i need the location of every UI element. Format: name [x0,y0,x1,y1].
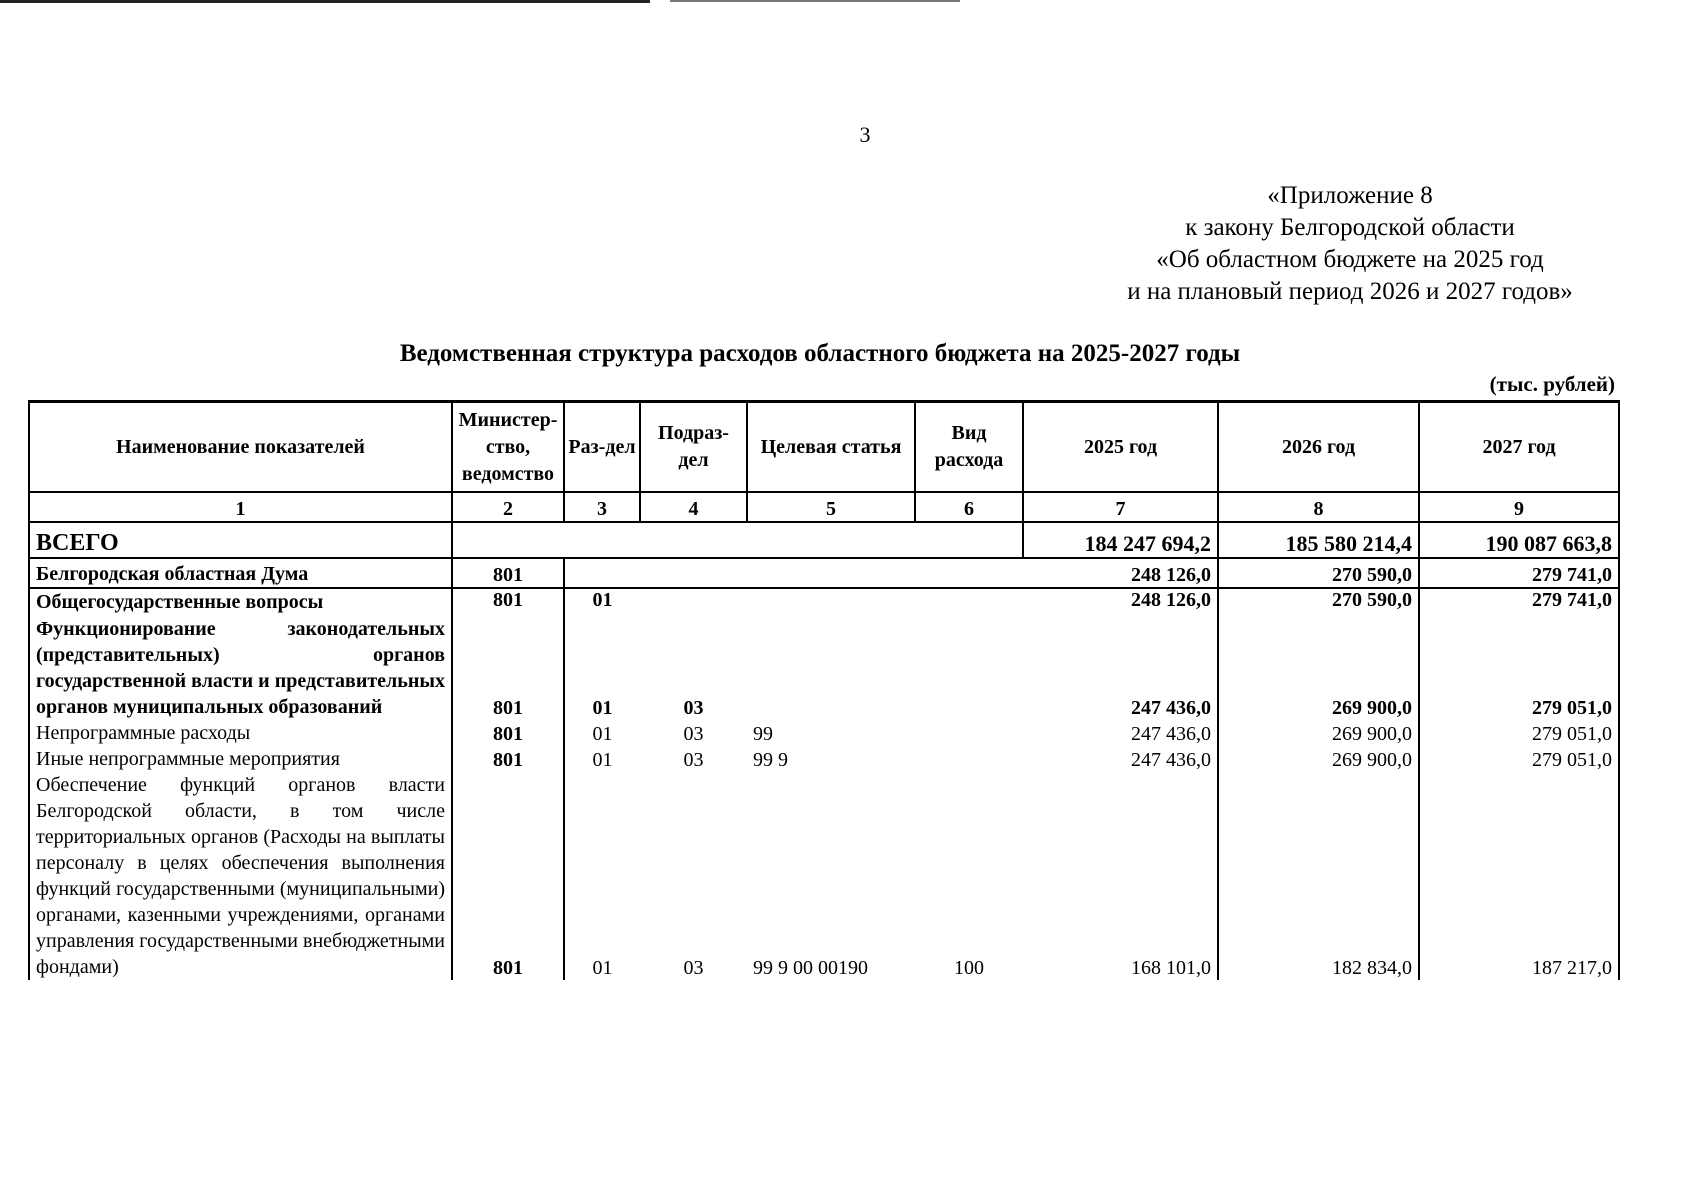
total-2025: 184 247 694,2 [1023,522,1218,558]
row-target: 99 9 [753,749,788,771]
total-empty [452,522,1023,558]
row-target [747,616,915,720]
row-2027: 279 741,0 [1419,588,1619,616]
row-target [747,588,915,616]
row-subsection: 03 [683,749,704,771]
row-type [915,720,1023,746]
table-row [29,772,1619,980]
row-ministry: 801 [452,746,564,772]
row-name: Общегосударственные вопросы [29,588,452,616]
row-2025: 247 436,0 [1023,720,1218,746]
appendix-line: и на плановый период 2026 и 2027 годов» [1127,278,1573,305]
row-section: 01 [592,697,613,719]
row-2026: 269 900,0 [1218,720,1419,746]
row-2027: 279 741,0 [1419,558,1619,588]
row-2026: 269 900,0 [1218,746,1419,772]
total-2026: 185 580 214,4 [1218,522,1419,558]
row-name: Непрограммные расходы [29,720,452,746]
row-2027: 279 051,0 [1419,616,1619,720]
row-2025: 248 126,0 [1023,588,1218,616]
document-title: Ведомственная структура расходов областного бюджета на 2025-2027 годы [399,340,1241,367]
row-name: Белгородская областная Дума [29,558,452,588]
header-ministry: Министер-ство, ведомство [452,402,564,493]
row-2026: 182 834,0 [1218,772,1419,980]
column-number: 5 [747,492,915,522]
appendix-header [1040,180,1660,308]
table-row [29,616,1619,720]
header-row [29,402,1619,493]
row-section: 01 [592,749,613,771]
units-label: (тыс. рублей) [1489,372,1615,396]
row-type [915,616,1023,720]
appendix-line: «Об областном бюджете на 2025 год [1156,246,1544,273]
row-2025: 248 126,0 [1023,558,1218,588]
row-target: 99 9 00 00190 [753,957,868,979]
row-section: 01 [592,589,613,611]
header-section: Раз-дел [564,402,640,493]
header-target: Целевая статья [747,402,915,493]
row-empty [564,558,1023,588]
total-label: ВСЕГО [29,522,452,558]
column-number: 7 [1023,492,1218,522]
row-name: Обеспечение функций органов власти Белгородской области, в том числе территориальных органов (Расходы на выплаты персоналу в целях обеспечения выполнения функций государственными (муниципальными) органами, казенными учреждениями, органами управления государственными внебюджетными фондами) [29,772,452,980]
column-number: 2 [452,492,564,522]
budget-table [28,400,1620,980]
row-target: 99 [753,723,773,745]
total-row [29,522,1619,558]
header-subsection: Подраз-дел [640,402,747,493]
table-row [29,558,1619,588]
column-number: 8 [1218,492,1419,522]
header-name: Наименование показателей [29,402,452,493]
row-ministry: 801 [452,558,564,588]
row-subsection [640,588,747,616]
scan-edge-line [670,0,960,2]
row-subsection: 03 [683,957,704,979]
row-2025: 168 101,0 [1023,772,1218,980]
appendix-line: «Приложение 8 [1267,182,1433,209]
column-number: 4 [640,492,747,522]
appendix-line: к закону Белгородской области [1185,214,1515,241]
row-ministry: 801 [452,720,564,746]
row-2026: 269 900,0 [1218,616,1419,720]
row-subsection: 03 [683,723,704,745]
row-name: Функционирование законодательных (представительных) органов государственной власти и представительных органов муниципальных образований [29,616,452,720]
table-row [29,588,1619,616]
page-number: 3 [859,122,871,147]
column-number: 3 [564,492,640,522]
row-ministry: 801 [452,772,564,980]
row-type: 100 [954,957,984,979]
table-row [29,746,1619,772]
total-2027: 190 087 663,8 [1419,522,1619,558]
row-2027: 279 051,0 [1419,746,1619,772]
column-number: 1 [29,492,452,522]
header-type: Вид расхода [915,402,1023,493]
row-type [915,746,1023,772]
row-2025: 247 436,0 [1023,746,1218,772]
row-2026: 270 590,0 [1218,588,1419,616]
header-2025: 2025 год [1023,402,1218,493]
column-number-row [29,492,1619,522]
row-name: Иные непрограммные мероприятия [29,746,452,772]
table-row [29,720,1619,746]
row-ministry: 801 [452,616,564,720]
row-2025: 247 436,0 [1023,616,1218,720]
row-2027: 279 051,0 [1419,720,1619,746]
row-subsection: 03 [683,697,704,719]
row-2026: 270 590,0 [1218,558,1419,588]
row-type [915,588,1023,616]
scan-edge-line [0,0,650,3]
row-2027: 187 217,0 [1419,772,1619,980]
row-section: 01 [592,723,613,745]
header-2026: 2026 год [1218,402,1419,493]
row-section: 01 [592,957,613,979]
header-2027: 2027 год [1419,402,1619,493]
column-number: 6 [915,492,1023,522]
row-ministry: 801 [452,588,564,616]
column-number: 9 [1419,492,1619,522]
